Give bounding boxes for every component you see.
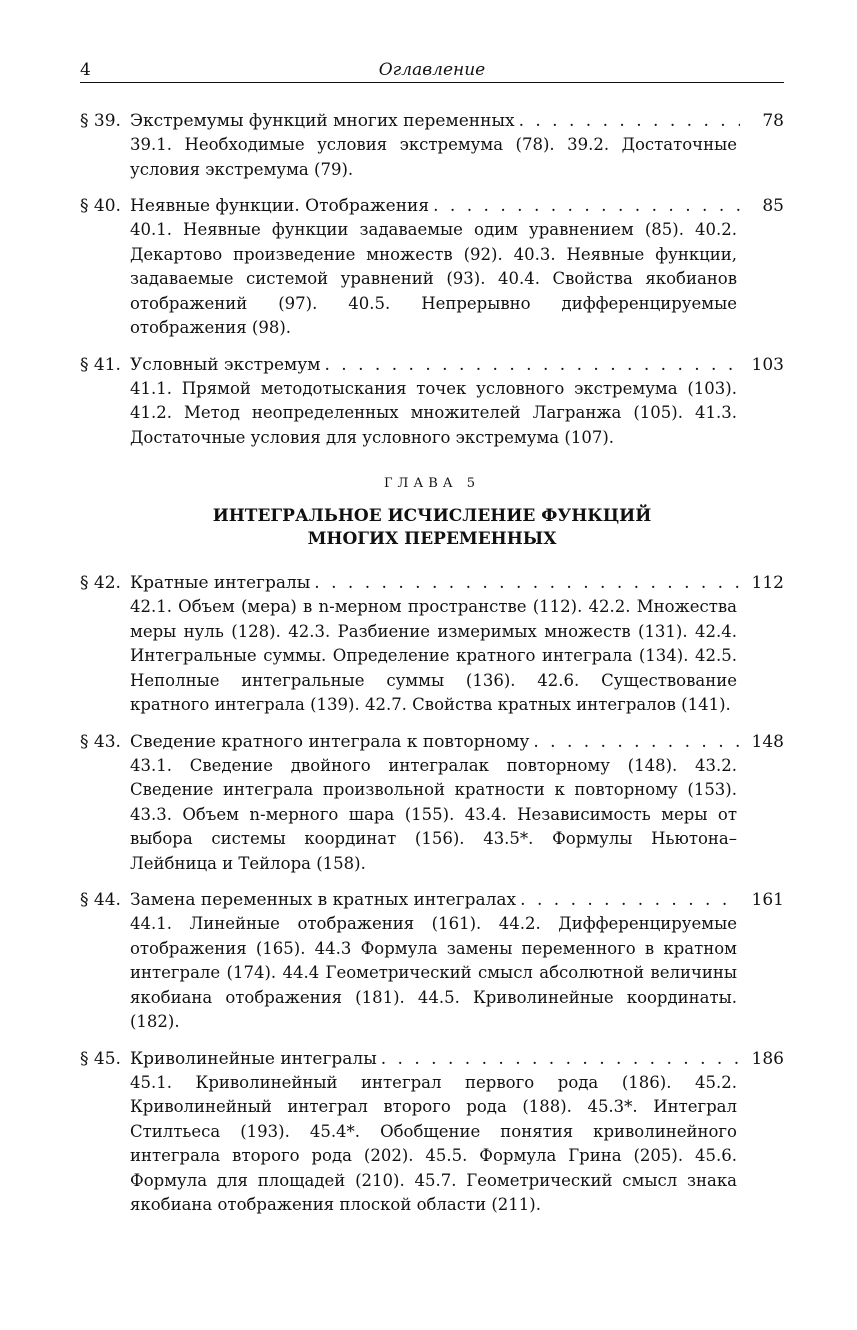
toc-section-list-top <box>80 109 784 450</box>
toc-section-number: § 45. <box>80 1048 121 1069</box>
toc-page-number: 103 <box>751 354 784 375</box>
toc-page-number: 112 <box>751 573 784 593</box>
toc-section-number: § 43. <box>80 731 121 752</box>
toc-section-number: § 42. <box>80 573 121 593</box>
toc-page-number: 85 <box>762 196 784 216</box>
toc-page-number: 161 <box>751 890 784 910</box>
toc-section-list-bottom <box>80 571 784 1218</box>
toc-page-number: 78 <box>762 111 784 131</box>
toc-entry <box>80 888 784 1035</box>
toc-entry-head <box>80 1047 784 1071</box>
toc-section-title: Кратные интегралы <box>130 573 311 593</box>
toc-page-number: 186 <box>751 1048 784 1069</box>
toc-entry <box>80 730 784 877</box>
toc-leader-dots <box>314 571 740 595</box>
running-head <box>80 56 784 83</box>
toc-subsections: 42.1. Объем (мера) в n-мерном пространстве (112). 42.2. Множества меры нуль (128). 42.3. Разбиение измеримых множеств (131). 42.4. Интегральные суммы. Определение кратного интеграла (134). 42.5. Неполные интегральные суммы (136). 42.6. Существование кратного интеграла (139). 42.7. Свойства кратных интегралов (141). <box>130 597 737 714</box>
toc-section-number: § 41. <box>80 354 121 375</box>
toc-subsections: 39.1. Необходимые условия экстремума (78). 39.2. Достаточные условия экстремума (79). <box>130 135 737 179</box>
toc-leader-dots <box>324 353 740 377</box>
toc-leader-dots <box>533 730 740 754</box>
toc-entry <box>80 1047 784 1218</box>
chapter-heading <box>80 476 784 551</box>
toc-subsections: 40.1. Неявные функции задаваемые одим уравнением (85). 40.2. Декартово произведение множеств (92). 40.3. Неявные функции, задаваемые системой уравнений (93). 40.4. Свойства якобианов отображений (97). 40.5. Непрерывно дифференцируемые отображения (98). <box>130 220 737 337</box>
toc-section-number: § 39. <box>80 111 121 131</box>
toc-leader-dots <box>381 1047 740 1071</box>
toc-entry <box>80 353 784 451</box>
toc-entry <box>80 194 784 341</box>
toc-entry-head <box>80 888 784 912</box>
toc-section-title: Экстремумы функций многих переменных <box>130 111 515 131</box>
toc-section-title: Криволинейные интегралы <box>130 1048 377 1069</box>
toc-page-number: 148 <box>751 731 784 752</box>
toc-entry-head <box>80 353 784 377</box>
toc-entry <box>80 571 784 718</box>
page <box>80 56 784 1230</box>
toc-section-title: Сведение кратного интеграла к повторному <box>130 731 530 752</box>
toc-leader-dots <box>520 888 740 912</box>
toc-entry-head <box>80 194 784 218</box>
toc-entry <box>80 109 784 182</box>
chapter-title: ИНТЕГРАЛЬНОЕ ИСЧИСЛЕНИЕ ФУНКЦИЙ МНОГИХ ПЕРЕМЕННЫХ <box>212 506 652 549</box>
toc-entry-head <box>80 109 784 133</box>
toc-section-title: Неявные функции. Отображения <box>130 196 430 216</box>
toc-section-number: § 40. <box>80 196 121 216</box>
toc-subsections: 43.1. Сведение двойного интегралак повторному (148). 43.2. Сведение интеграла произвольной кратности к повторному (153). 43.3. Объем n-мерного шара (155). 43.4. Независимость меры от выбора системы координат (156). 43.5*. Формулы Ньютона–Лейбница и Тейлора (158). <box>130 755 737 873</box>
toc-leader-dots <box>519 109 740 133</box>
toc-entry-head <box>80 730 784 754</box>
toc-subsections: 44.1. Линейные отображения (161). 44.2. Дифференцируемые отображения (165). 44.3 Формула замены переменного в кратном интеграле (174). 44.4 Геометрический смысл абсолютной величины якобиана отображения (181). 44.5. Криволинейные координаты. (182). <box>130 914 737 1031</box>
chapter-label: ГЛАВА 5 <box>383 476 481 491</box>
toc-leader-dots <box>433 194 740 218</box>
toc-subsections: 41.1. Прямой методотыскания точек условного экстремума (103). 41.2. Метод неопределенных множителей Лагранжа (105). 41.3. Достаточные условия для условного экстремума (107). <box>130 378 737 447</box>
page-number: 4 <box>80 60 91 80</box>
running-title: Оглавление <box>378 60 486 80</box>
toc-section-title: Замена переменных в кратных интегралах <box>130 890 517 910</box>
toc-entry-head <box>80 571 784 595</box>
toc-subsections: 45.1. Криволинейный интеграл первого рода (186). 45.2. Криволинейный интеграл второго рода (188). 45.3*. Интеграл Стилтьеса (193). 45.4*. Обобщение понятия криволинейного интеграла второго рода (202). 45.5. Формула Грина (205). 45.6. Формула для площадей (210). 45.7. Геометрический смысл знака якобиана отображения плоской области (211). <box>130 1072 737 1214</box>
toc-section-title: Условный экстремум <box>130 354 321 375</box>
toc-section-number: § 44. <box>80 890 121 910</box>
